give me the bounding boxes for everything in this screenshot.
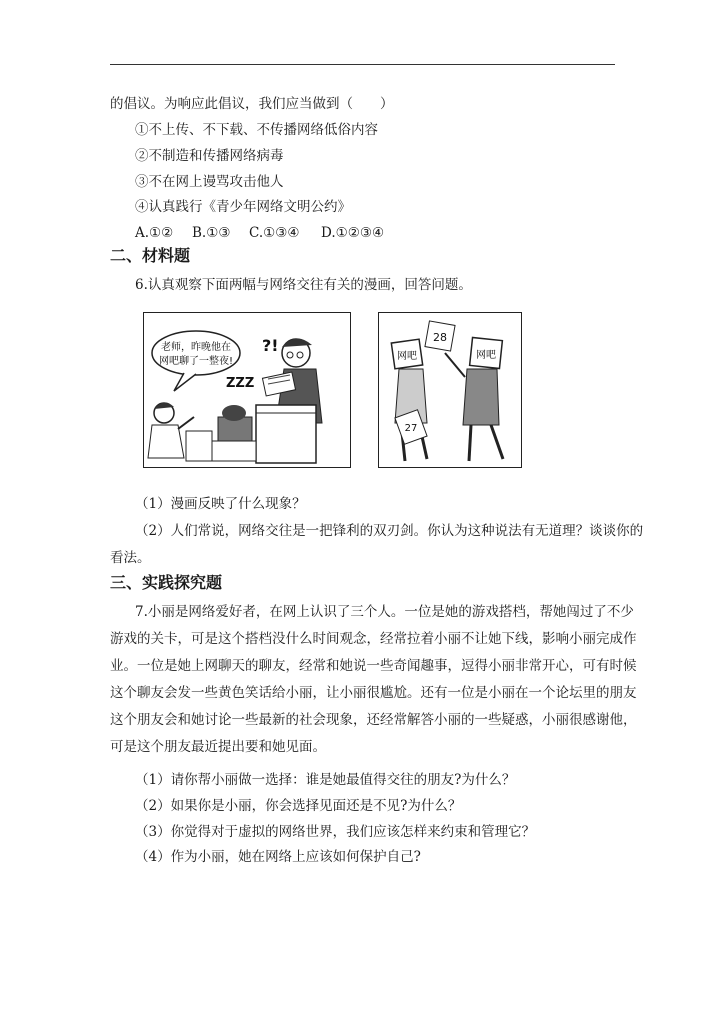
q7-line-6: 可是这个朋友最近提出要和她见面。 [110, 739, 326, 755]
q7-sub-2: （2）如果你是小丽，你会选择见面还是不见?为什么？ [135, 798, 462, 814]
comic2-sign-2: 网吧 [476, 350, 496, 361]
section-heading-practice: 三、实践探究题 [110, 573, 223, 592]
q6-stem: 6.认真观察下面两幅与网络交往有关的漫画，回答问题。 [135, 277, 472, 293]
q7-line-2: 游戏的关卡，可是这个搭档没什么时间观念，经常拉着小丽不让她下线，影响小丽完成作 [110, 631, 637, 647]
comic-internet-cafe-drawing [379, 313, 521, 467]
q5-option-c: C.①③④ [249, 225, 300, 241]
comic2-num-1: 28 [433, 331, 447, 344]
q5-option-d: D.①②③④ [321, 225, 385, 241]
comic1-speech-line2: 网吧聊了一整夜! [158, 356, 234, 367]
section-heading-materials: 二、材料题 [110, 246, 191, 265]
q7-sub-3: （3）你觉得对于虚拟的网络世界，我们应该怎样来约束和管理它？ [135, 824, 536, 840]
q5-intro: 的倡议。为响应此倡议，我们应当做到（ ） [110, 96, 394, 112]
q5-item-1: ①不上传、不下载、不传播网络低俗内容 [135, 122, 378, 138]
comic-classroom [143, 312, 351, 468]
q5-option-a: A.①② [135, 225, 174, 241]
q5-item-3: ③不在网上谩骂攻击他人 [135, 174, 284, 190]
q5-item-4: ④认真践行《青少年网络文明公约》 [135, 199, 351, 215]
q6-sub-1: （1）漫画反映了什么现象？ [135, 496, 306, 512]
comic-classroom-drawing [144, 313, 350, 467]
comic1-sleep: ZZZ [226, 376, 255, 391]
q5-item-2: ②不制造和传播网络病毒 [135, 148, 284, 164]
q7-line-4: 这个聊友会发一些黄色笑话给小丽，让小丽很尴尬。还有一位是小丽在一个论坛里的朋友 [110, 685, 637, 701]
q7-sub-1: （1）请你帮小丽做一选择：谁是她最值得交往的朋友?为什么？ [135, 772, 516, 788]
q7-line-1: 7.小丽是网络爱好者，在网上认识了三个人。一位是她的游戏搭档，帮她闯过了不少 [135, 604, 634, 620]
q7-line-5: 这个朋友会和她讨论一些最新的社会现象，还经常解答小丽的一些疑惑，小丽很感谢他， [110, 712, 637, 728]
q6-sub-2-line-1: （2）人们常说，网络交往是一把锋利的双刃剑。你认为这种说法有无道理？谈谈你的 [135, 523, 644, 539]
comic-internet-cafe [378, 312, 522, 468]
header-rule [110, 64, 615, 65]
q6-sub-2-line-2: 看法。 [110, 550, 151, 566]
q5-option-b: B.①③ [192, 225, 231, 241]
q7-line-3: 业。一位是她上网聊天的聊友，经常和她说一些奇闻趣事，逗得小丽非常开心，可有时候 [110, 658, 637, 674]
comic1-exclaim: ?! [262, 336, 279, 355]
q7-sub-4: （4）作为小丽，她在网络上应该如何保护自己? [135, 849, 421, 865]
comic2-sign-1: 网吧 [397, 351, 417, 362]
comic1-speech-line1: 老师，昨晚他在 [161, 342, 231, 353]
comic2-num-2: 27 [404, 423, 418, 434]
